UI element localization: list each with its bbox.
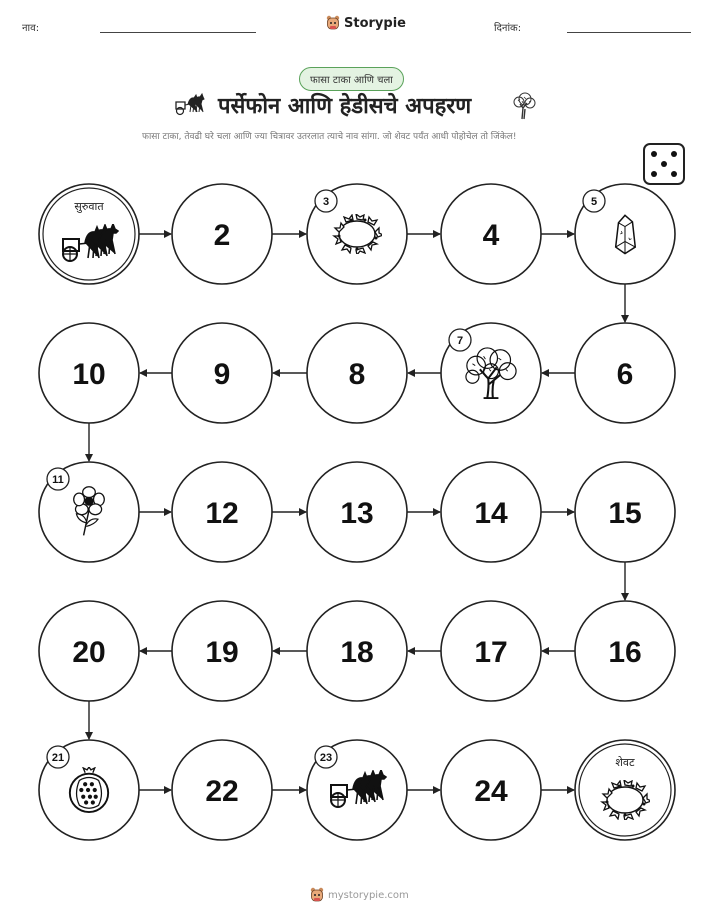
board-square-13[interactable] bbox=[307, 462, 407, 562]
square-number: 12 bbox=[205, 497, 239, 530]
square-number: 19 bbox=[205, 636, 239, 669]
board-square-14[interactable] bbox=[441, 462, 541, 562]
date-label: दिनांक: bbox=[494, 23, 522, 34]
board-square-25[interactable] bbox=[575, 740, 675, 840]
square-number: 2 bbox=[213, 219, 231, 252]
badge-number: 23 bbox=[319, 752, 333, 764]
instructions-text: फासा टाका, तेवढी घरे चला आणि ज्या चित्रावर उतरलात त्याचे नाव सांगा. जो शेवट पर्यंत आधी पोहोचेल तो जिंकेल! bbox=[142, 132, 517, 142]
game-type-badge: फासा टाका आणि चला bbox=[299, 67, 404, 91]
board-square-1[interactable] bbox=[39, 184, 139, 284]
board-square-10[interactable] bbox=[39, 323, 139, 423]
square-number: 18 bbox=[340, 636, 374, 669]
square-number: 15 bbox=[608, 497, 642, 530]
board-square-8[interactable] bbox=[307, 323, 407, 423]
board-square-21[interactable] bbox=[39, 740, 139, 840]
square-number: 17 bbox=[474, 636, 508, 669]
page-title: पर्सेफोन आणि हेडीसचे अपहरण bbox=[218, 94, 472, 119]
board-square-22[interactable] bbox=[172, 740, 272, 840]
brand-name: Storypie bbox=[344, 15, 406, 31]
board-square-12[interactable] bbox=[172, 462, 272, 562]
board-square-5[interactable] bbox=[575, 184, 675, 284]
footer bbox=[310, 887, 409, 903]
board-squares bbox=[39, 184, 675, 840]
square-number: 8 bbox=[348, 358, 366, 391]
board-square-23[interactable] bbox=[307, 740, 407, 840]
board-square-3[interactable] bbox=[307, 184, 407, 284]
name-label: नाव: bbox=[22, 23, 40, 34]
badge-number: 11 bbox=[52, 474, 64, 486]
board-square-24[interactable] bbox=[441, 740, 541, 840]
footer-url: mystorypie.com bbox=[328, 889, 409, 901]
badge-number: 3 bbox=[322, 196, 330, 208]
storypie-mascot-icon bbox=[310, 887, 324, 903]
board-square-16[interactable] bbox=[575, 601, 675, 701]
board-square-18[interactable] bbox=[307, 601, 407, 701]
board-square-11[interactable] bbox=[39, 462, 139, 562]
board-square-9[interactable] bbox=[172, 323, 272, 423]
badge-number: 5 bbox=[590, 196, 598, 208]
square-number: 24 bbox=[474, 775, 508, 808]
board-square-20[interactable] bbox=[39, 601, 139, 701]
square-number: 9 bbox=[213, 358, 231, 391]
square-number: 14 bbox=[474, 497, 508, 530]
board-square-19[interactable] bbox=[172, 601, 272, 701]
square-number: 20 bbox=[72, 636, 106, 669]
board-square-4[interactable] bbox=[441, 184, 541, 284]
badge-number: 21 bbox=[51, 752, 65, 764]
square-number: 10 bbox=[72, 358, 106, 391]
square-number: 16 bbox=[608, 636, 642, 669]
board-square-2[interactable] bbox=[172, 184, 272, 284]
board-square-15[interactable] bbox=[575, 462, 675, 562]
board-square-7[interactable] bbox=[441, 323, 541, 423]
badge-number: 7 bbox=[456, 335, 464, 347]
square-number: 6 bbox=[616, 358, 634, 391]
board-square-17[interactable] bbox=[441, 601, 541, 701]
end-label: शेवट bbox=[615, 756, 635, 769]
square-number: 4 bbox=[482, 219, 500, 252]
square-number: 22 bbox=[205, 775, 239, 808]
square-number: 13 bbox=[340, 497, 374, 530]
board-square-6[interactable] bbox=[575, 323, 675, 423]
square-circle bbox=[575, 740, 675, 840]
start-label: सुरुवात bbox=[74, 200, 104, 213]
